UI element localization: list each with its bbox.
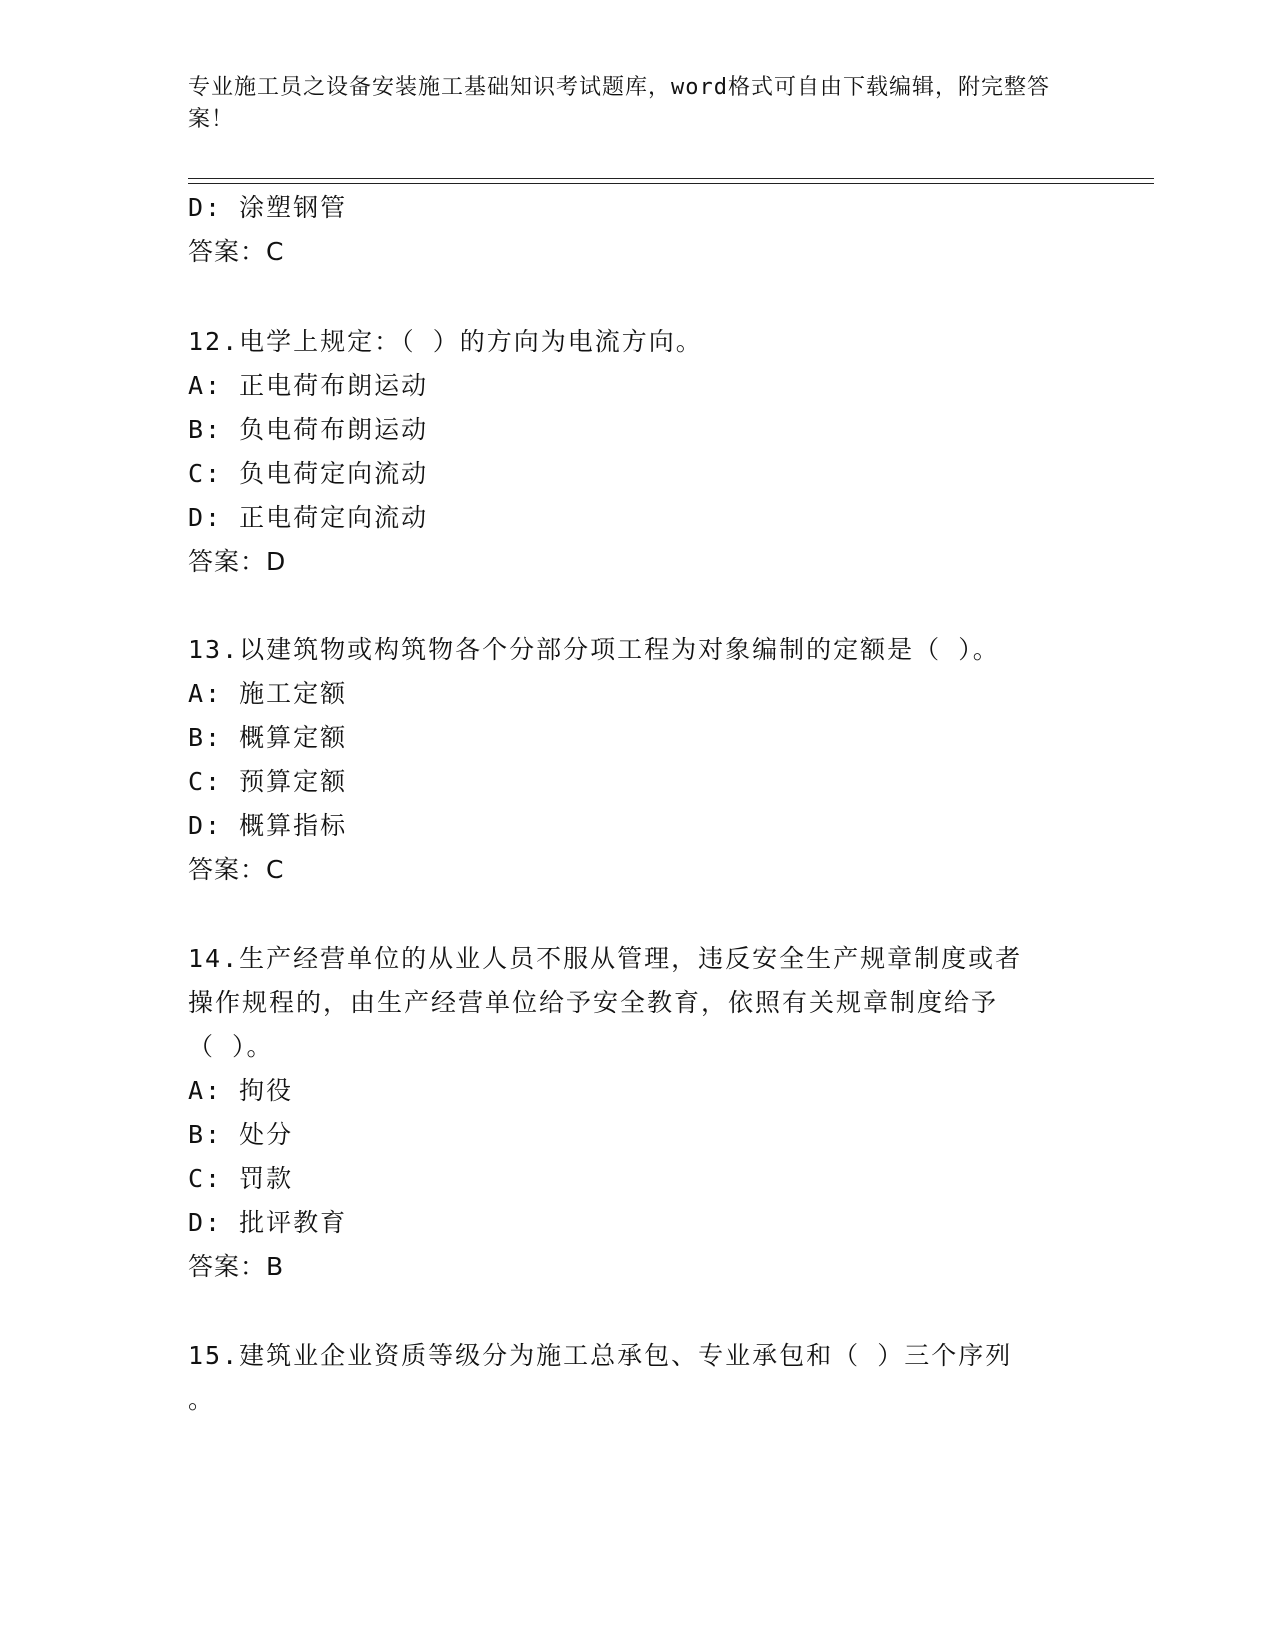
header-divider-bottom bbox=[188, 183, 1154, 184]
q14-option-c: C: 罚款 bbox=[188, 1164, 294, 1193]
q13-option-a: A: 施工定额 bbox=[188, 679, 348, 708]
q13-stem: 13.以建筑物或构筑物各个分部分项工程为对象编制的定额是（ ）。 bbox=[188, 635, 1000, 664]
q14-option-b: B: 处分 bbox=[188, 1120, 294, 1149]
q14-stem-line-2: 操作规程的，由生产经营单位给予安全教育，依照有关规章制度给予 bbox=[188, 988, 999, 1017]
document-header: 专业施工员之设备安装施工基础知识考试题库，word格式可自由下载编辑，附完整答案！ bbox=[188, 75, 1050, 132]
q13-answer: 答案：C bbox=[188, 855, 285, 884]
q14-option-d: D: 批评教育 bbox=[188, 1208, 348, 1237]
q12-option-c: C: 负电荷定向流动 bbox=[188, 459, 429, 488]
q13-option-c: C: 预算定额 bbox=[188, 767, 348, 796]
q11-answer: 答案：C bbox=[188, 237, 285, 266]
q14-answer: 答案：B bbox=[188, 1252, 285, 1281]
q13-option-b: B: 概算定额 bbox=[188, 723, 348, 752]
q14-option-a: A: 拘役 bbox=[188, 1076, 294, 1105]
q12-option-d: D: 正电荷定向流动 bbox=[188, 503, 429, 532]
q12-stem: 12.电学上规定：（ ）的方向为电流方向。 bbox=[188, 327, 703, 356]
q11-option-d: D: 涂塑钢管 bbox=[188, 193, 348, 222]
q14-stem-line-3: （ ）。 bbox=[188, 1032, 274, 1061]
header-divider-top bbox=[188, 178, 1154, 179]
q14-stem-line-1: 14.生产经营单位的从业人员不服从管理，违反安全生产规章制度或者 bbox=[188, 944, 1023, 973]
q12-option-b: B: 负电荷布朗运动 bbox=[188, 415, 429, 444]
q15-stem-line-1: 15.建筑业企业资质等级分为施工总承包、专业承包和（ ）三个序列 bbox=[188, 1341, 1013, 1370]
q12-answer: 答案：D bbox=[188, 547, 287, 576]
q13-option-d: D: 概算指标 bbox=[188, 811, 348, 840]
q12-option-a: A: 正电荷布朗运动 bbox=[188, 371, 429, 400]
q15-stem-line-2: 。 bbox=[188, 1385, 216, 1414]
